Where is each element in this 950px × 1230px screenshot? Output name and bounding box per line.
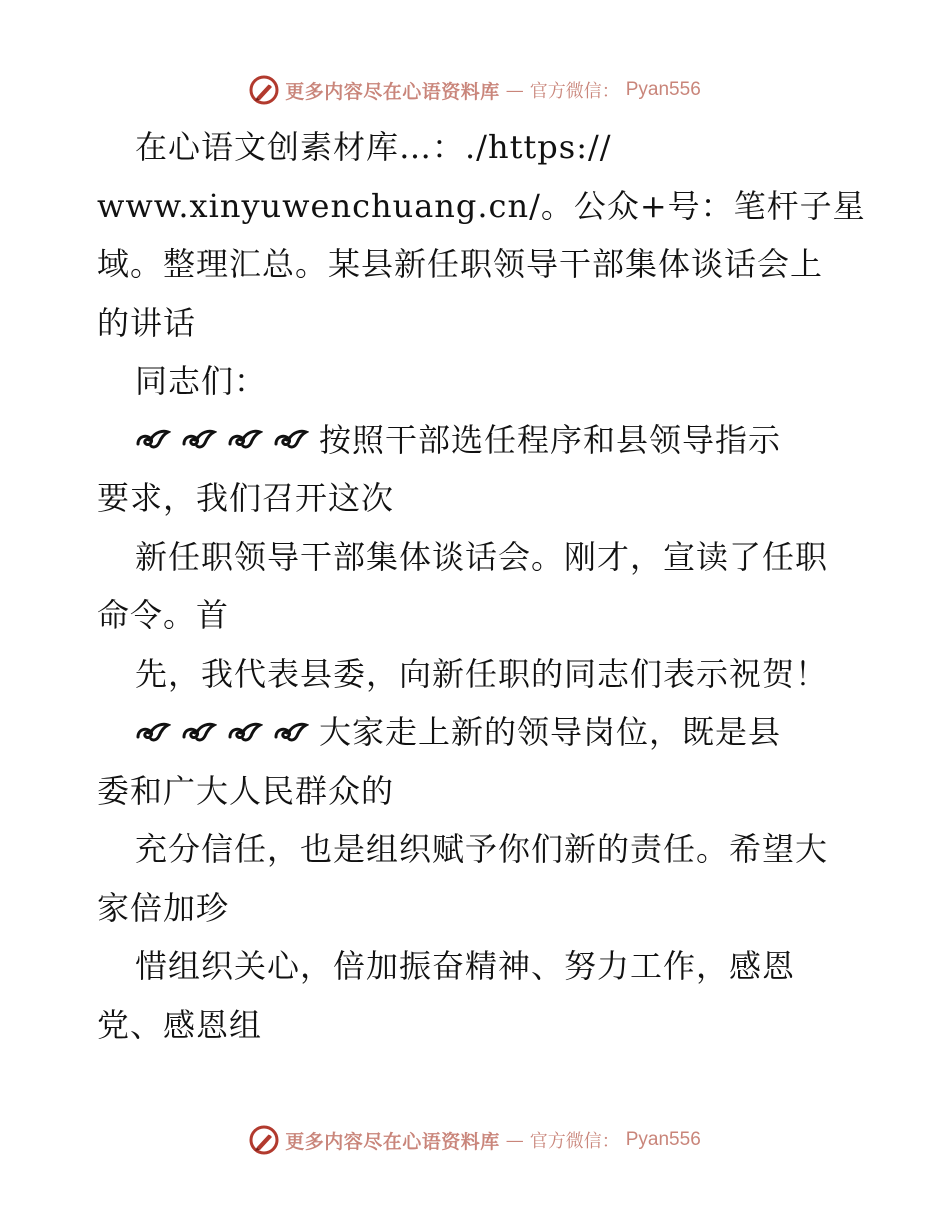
fleuron-ornament-icon [181,719,217,745]
text-line: 委和广大人民群众的 [97,771,395,810]
text-line: 同志们： [135,362,268,400]
fleuron-ornament-icon [181,426,217,452]
banner-sub-text: 官方微信： [529,1131,620,1152]
pen-logo-icon [249,1125,279,1155]
text-line: 命令。首 [97,596,230,634]
ornament-line [97,411,857,470]
text-line: 在心语文创素材库…：./https:// [135,128,612,166]
header-banner [0,70,950,110]
text-line: 党、感恩组 [97,1005,263,1044]
banner-main-text: 更多内容尽在心语资料库 [285,80,500,103]
fleuron-ornament-icon [227,426,263,452]
footer-banner [0,1120,950,1160]
text-line: 要求，我们召开这次 [97,479,395,517]
fleuron-ornament-icon [273,426,309,452]
text-line: 家倍加珍 [97,888,230,927]
fleuron-ornament-icon [135,719,171,745]
banner-wechat-id: Pyan556 [625,79,701,100]
text-line: 域。整理汇总。某县新任职领导干部集体谈话会上 [97,245,824,283]
document-body [97,118,866,1054]
text-line: 的讲话 [97,303,197,342]
text-line: 充分信任，也是组织赋予你们新的责任。希望大 [135,830,829,868]
text-line: 先，我代表县委，向新任职的同志们表示祝贺！ [135,654,829,693]
pen-logo-icon [249,75,279,105]
text-line: www.xinyuwenchuang.cn/。公众+号：笔杆子星 [97,186,866,225]
text-line: 大家走上新的领导岗位，既是县 [319,713,782,751]
fleuron-ornament-icon [227,719,263,745]
banner-dash: — [505,79,524,101]
ornament-line [97,703,857,762]
banner-main-text: 更多内容尽在心语资料库 [285,1130,500,1153]
banner-sub-text: 官方微信： [529,81,620,102]
banner-dash: — [505,1129,524,1151]
ornament-group [135,426,309,452]
text-line: 按照干部选任程序和县领导指示 [319,420,782,459]
fleuron-ornament-icon [273,719,309,745]
text-line: 惜组织关心，倍加振奋精神、努力工作，感恩 [135,947,796,985]
fleuron-ornament-icon [135,426,171,452]
banner-wechat-id: Pyan556 [625,1129,701,1150]
ornament-group [135,719,309,745]
text-line: 新任职领导干部集体谈话会。刚才，宣读了任职 [135,537,829,576]
